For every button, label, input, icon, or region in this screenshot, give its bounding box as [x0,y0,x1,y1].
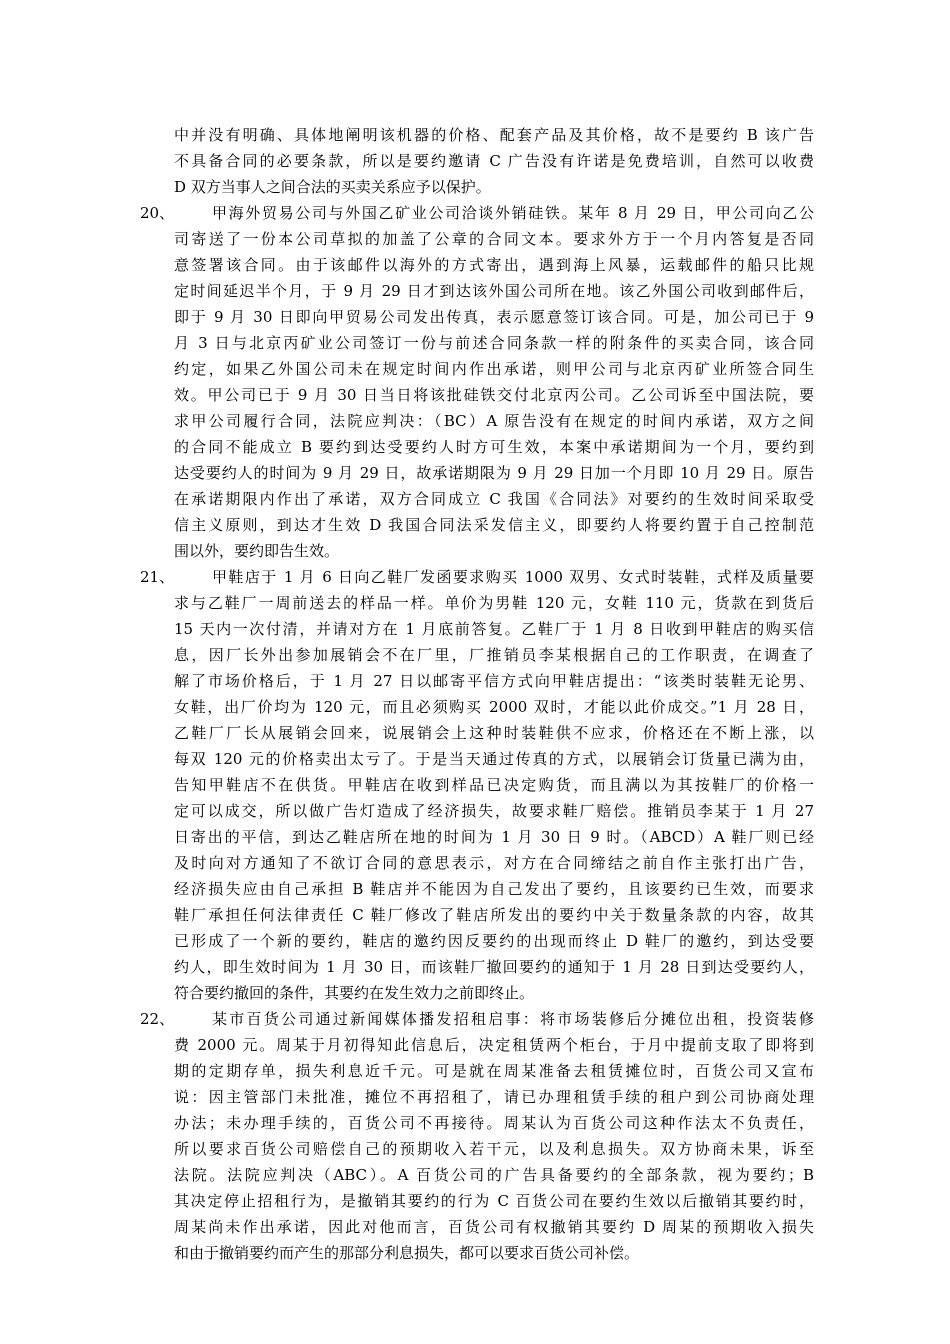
text-line: 约定，如果乙外国公司未在规定时间内作出承诺，则甲公司与北京丙矿业所签合同生 [174,360,814,378]
text-line: 和由于撤销要约而产生的那部分利息损失，都可以要求百货公司补偿。 [174,1244,640,1262]
text-line: 效。甲公司已于 9 月 30 日当日将该批硅铁交付北京丙公司。乙公司诉至中国法院，要 [174,386,814,404]
text-line: 月 3 日与北京丙矿业公司签订一份与前述合同条款一样的附条件的买卖合同，该合同 [174,334,814,352]
question-number: 20、 [140,204,175,222]
text-line: 约人，即生效时间为 1 月 30 日，而该鞋厂撤回要约的通知于 1 月 28 日到达受要约人， [174,958,814,976]
text-line: D 双方当事人之间合法的买卖关系应予以保护。 [174,178,491,196]
text-line: 甲海外贸易公司与外国乙矿业公司洽谈外销硅铁。某年 8 月 29 日，甲公司向乙公 [212,204,814,222]
text-line: 所以要求百货公司赔偿自己的预期收入若干元，以及利息损失。双方协商未果，诉至 [174,1140,814,1158]
text-line: 已形成了一个新的要约，鞋店的邀约因反要约的出现而终止 D 鞋厂的邀约，到达受要 [174,932,814,950]
text-line: 定可以成交，所以做广告灯造成了经济损失，故要求鞋厂赔偿。推销员李某于 1 月 27 [174,802,814,820]
text-line: 鞋厂承担任何法律责任 C 鞋厂修改了鞋店所发出的要约中关于数量条款的内容，故其 [174,906,814,924]
text-line: 符合要约撤回的条件，其要约在发生效力之前即终止。 [174,984,535,1002]
text-line: 解了市场价格后，于 1 月 27 日以邮寄平信方式向甲鞋店提出：“该类时装鞋无论男、 [174,672,814,690]
text-line: 信主义原则，到达才生效 D 我国合同法采发信主义，即要约人将要约置于自己控制范 [174,516,814,534]
text-line: 不具备合同的必要条款，所以是要约邀请 C 广告没有许诺是免费培训，自然可以收费 [174,152,814,170]
text-line: 经济损失应由自己承担 B 鞋店并不能因为自己发出了要约，且该要约已生效，而要求 [174,880,814,898]
text-line: 甲鞋店于 1 月 6 日向乙鞋厂发函要求购买 1000 双男、女式时装鞋，式样及质量要 [212,568,814,586]
text-line: 某市百货公司通过新闻媒体播发招租启事：将市场装修后分摊位出租，投资装修 [212,1010,814,1028]
text-line: 法院。法院应判决（ABC）。A 百货公司的广告具备要约的全部条款，视为要约；B [174,1166,814,1184]
text-line: 的合同不能成立 B 要约到达受要约人时方可生效，本案中承诺期间为一个月，要约到 [174,438,814,456]
text-line: 日寄出的平信，到达乙鞋店所在地的时间为 1 月 30 日 9 时。（ABCD）A 鞋厂则已经 [174,828,814,846]
text-line: 女鞋，出厂价均为 120 元，而且必须购买 2000 双时，才能以此价成交。”1 月 28 日， [174,698,814,716]
text-line: 求与乙鞋厂一周前送去的样品一样。单价为男鞋 120 元，女鞋 110 元，货款在到货后 [174,594,814,612]
text-line: 定时间延迟半个月，于 9 月 29 日才到达该外国公司所在地。该乙外国公司收到邮件后， [174,282,814,300]
text-line: 15 天内一次付清，并请对方在 1 月底前答复。乙鞋厂于 1 月 8 日收到甲鞋店的购买信 [174,620,814,638]
text-line: 息，因厂长外出参加展销会不在厂里，厂推销员李某根据自己的工作职责，在调查了 [174,646,814,664]
question-number: 22、 [140,1010,175,1028]
text-line: 每双 120 元的价格卖出太亏了。于是当天通过传真的方式，以展销会订货量已满为由， [174,750,814,768]
text-line: 期的定期存单，损失利息近千元。可是就在周某准备去租赁摊位时，百货公司又宣布 [174,1062,814,1080]
text-line: 告知甲鞋店不在供货。甲鞋店在收到样品已决定购货，而且满以为其按鞋厂的价格一 [174,776,814,794]
text-line: 司寄送了一份本公司草拟的加盖了公章的合同文本。要求外方于一个月内答复是否同 [174,230,814,248]
text-line: 其决定停止招租行为，是撤销其要约的行为 C 百货公司在要约生效以后撤销其要约时， [174,1192,814,1210]
text-line: 意签署该合同。由于该邮件以海外的方式寄出，遇到海上风暴，运载邮件的船只比规 [174,256,814,274]
text-line: 办法；未办理手续的，百货公司不再接待。周某认为百货公司这种作法太不负责任， [174,1114,814,1132]
text-line: 即于 9 月 30 日即向甲贸易公司发出传真，表示愿意签订该合同。可是，加公司已于 9 [174,308,814,326]
text-line: 求甲公司履行合同，法院应判决：（BC）A 原告没有在规定的时间内承诺，双方之间 [174,412,814,430]
text-line: 及时向对方通知了不欲订合同的意思表示，对方在合同缔结之前自作主张打出广告， [174,854,814,872]
text-line: 中并没有明确、具体地阐明该机器的价格、配套产品及其价格，故不是要约 B 该广告 [174,126,814,144]
text-line: 在承诺期限内作出了承诺，双方合同成立 C 我国《合同法》对要约的生效时间采取受 [174,490,814,508]
text-line: 说：因主管部门未批准，摊位不再招租了，请已办理租赁手续的租户到公司协商处理 [174,1088,814,1106]
text-line: 达受要约人的时间为 9 月 29 日，故承诺期限为 9 月 29 日加一个月即 10 月 29 日。原告 [174,464,814,482]
text-line: 周某尚未作出承诺，因此对他而言，百货公司有权撤销其要约 D 周某的预期收入损失 [174,1218,814,1236]
text-line: 乙鞋厂厂长从展销会回来，说展销会上这种时装鞋供不应求，价格还在不断上涨，以 [174,724,814,742]
question-number: 21、 [140,568,175,586]
text-line: 围以外，要约即告生效。 [174,542,340,560]
text-line: 费 2000 元。周某于月初得知此信息后，决定租赁两个柜台，于月中提前支取了即将到 [174,1036,814,1054]
